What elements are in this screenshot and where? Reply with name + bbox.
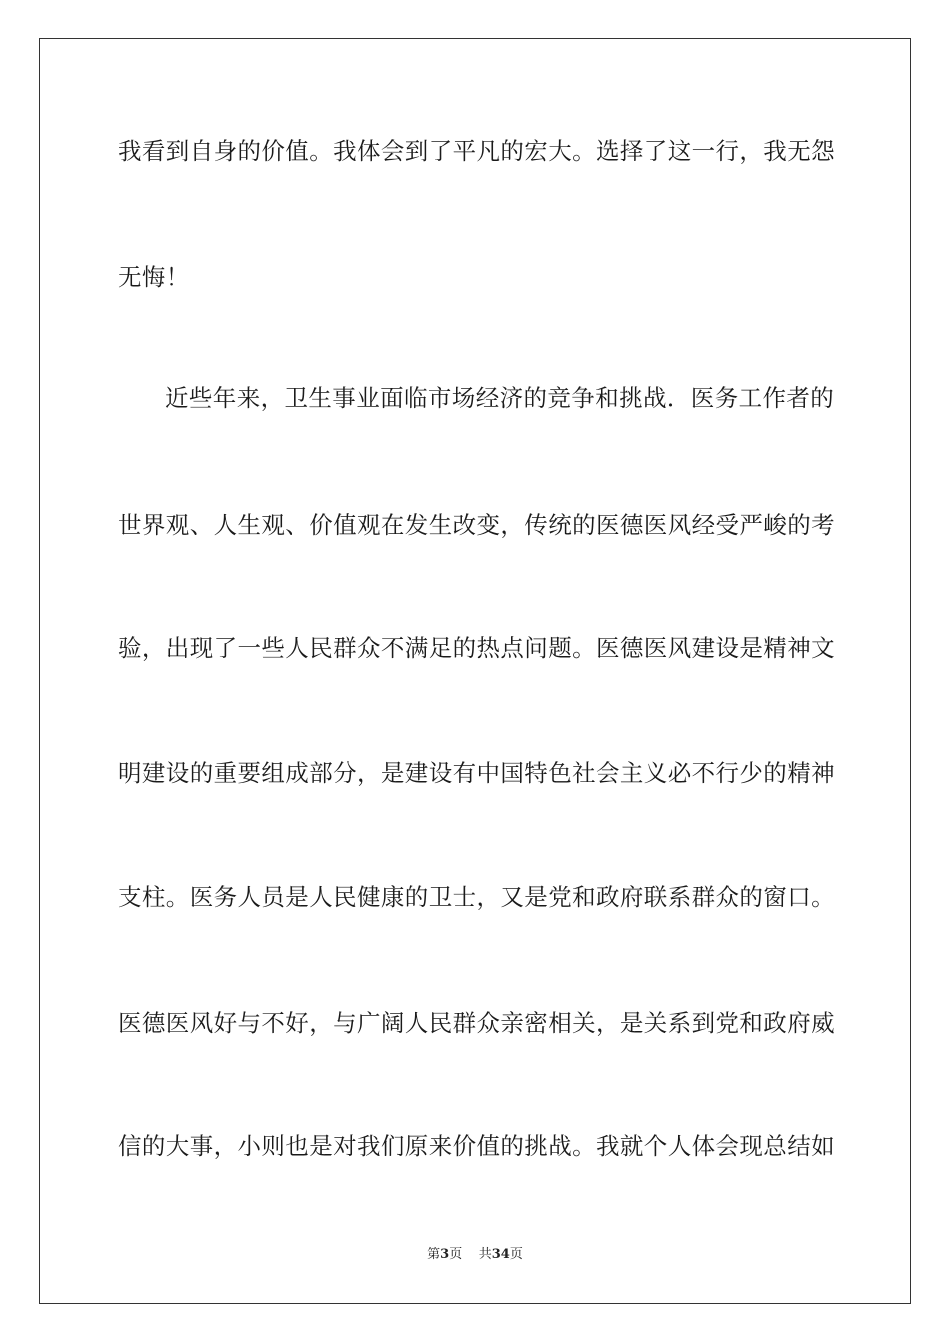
body-line-1: 我看到自身的价值。我体会到了平凡的宏大。选择了这一行，我无怨 bbox=[118, 137, 835, 165]
page-number: 3 bbox=[440, 1247, 450, 1262]
body-line-2: 无悔！ bbox=[118, 263, 190, 291]
body-line-3: 近些年来，卫生事业面临市场经济的竞争和挑战．医务工作者的 bbox=[165, 384, 835, 412]
body-line-9: 信的大事，小则也是对我们原来价值的挑战。我就个人体会现总结如 bbox=[118, 1132, 835, 1160]
body-line-6: 明建设的重要组成部分，是建设有中国特色社会主义必不行少的精神 bbox=[118, 759, 835, 787]
total-prefix: 共 bbox=[478, 1247, 492, 1262]
body-line-4: 世界观、人生观、价值观在发生改变，传统的医德医风经受严峻的考 bbox=[118, 511, 835, 539]
body-line-5: 验，出现了一些人民群众不满足的热点问题。医德医风建设是精神文 bbox=[118, 634, 835, 662]
page-border bbox=[39, 38, 911, 1304]
body-line-7: 支柱。医务人员是人民健康的卫士，又是党和政府联系群众的窗口。 bbox=[118, 883, 835, 911]
total-suffix: 页 bbox=[509, 1247, 523, 1262]
page-suffix: 页 bbox=[449, 1247, 463, 1262]
page-footer bbox=[0, 1246, 950, 1264]
body-line-8: 医德医风好与不好，与广阔人民群众亲密相关，是关系到党和政府威 bbox=[118, 1009, 835, 1037]
page-prefix: 第 bbox=[427, 1247, 441, 1262]
total-pages: 34 bbox=[491, 1247, 510, 1262]
